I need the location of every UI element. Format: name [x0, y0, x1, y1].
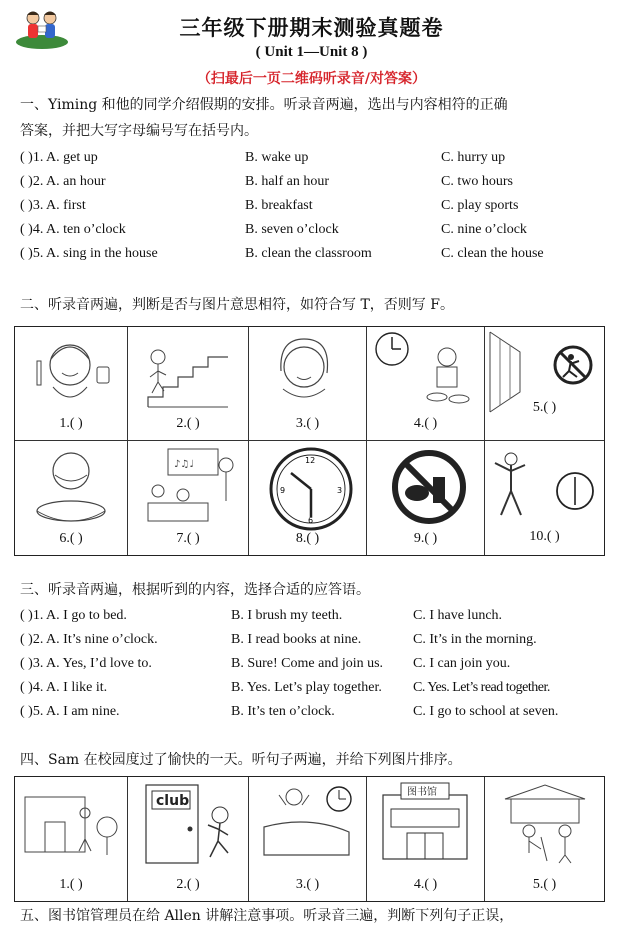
option-b: B. half an hour — [245, 174, 329, 189]
scan-note: （扫最后一页二维码听录音/对答案） — [196, 71, 427, 87]
answer-blank[interactable]: 1.( ) — [59, 416, 83, 431]
cleaning-picture — [485, 777, 604, 872]
brushing-teeth-picture — [15, 327, 128, 417]
svg-text:12: 12 — [305, 456, 316, 465]
option-b: B. It’s ten o’clock. — [231, 704, 335, 719]
option-c: C. hurry up — [441, 150, 506, 165]
taichi-clock-picture — [485, 441, 604, 531]
picture-cell — [128, 327, 249, 441]
picture-cell — [249, 327, 367, 441]
unit-range: ( Unit 1—Unit 8 ) — [255, 44, 368, 60]
question-a: ( )2. A. It’s nine o’clock. — [20, 632, 158, 647]
library-sign: 图书馆 — [407, 787, 437, 798]
picture-cell — [485, 327, 604, 441]
option-b: B. I brush my teeth. — [231, 608, 343, 623]
picture-cell — [367, 441, 485, 555]
club-sign: club — [156, 793, 190, 809]
option-c: C. I go to school at seven. — [413, 704, 559, 719]
option-c: C. play sports — [441, 198, 519, 213]
option-b: B. clean the classroom — [245, 246, 372, 261]
picture-cell — [367, 777, 485, 901]
option-c: C. I have lunch. — [413, 608, 503, 623]
option-b: B. Sure! Come and join us. — [231, 656, 384, 671]
school-gate-picture — [15, 777, 128, 872]
answer-blank[interactable]: 9.( ) — [413, 531, 438, 546]
part1-instruction-line1: 一、Yiming 和他的同学介绍假期的安排。听录音两遍，选出与内容相符的正确 — [20, 97, 508, 113]
part2-picture-grid — [14, 326, 605, 556]
option-c: C. It’s in the morning. — [413, 632, 537, 647]
answer-blank[interactable]: 8.( ) — [295, 531, 320, 546]
answer-blank[interactable]: 5.( ) — [532, 400, 557, 415]
question-a: ( )4. A. ten o’clock — [20, 222, 126, 237]
page-title: 三年级下册期末测验真题卷 — [179, 15, 444, 40]
part4-picture-grid — [14, 776, 605, 902]
option-b: B. I read books at nine. — [231, 632, 362, 647]
question-a: ( )4. A. I like it. — [20, 680, 108, 695]
answer-blank[interactable]: 2.( ) — [176, 877, 200, 892]
option-c: C. I can join you. — [413, 656, 511, 671]
answer-blank[interactable]: 3.( ) — [295, 416, 320, 431]
part1-instruction-line2: 答案，并把大写字母编号写在括号内。 — [20, 123, 258, 139]
question-a: ( )3. A. first — [20, 198, 86, 213]
option-b: B. Yes. Let’s play together. — [231, 680, 382, 695]
picture-cell — [15, 777, 128, 901]
answer-blank[interactable]: 1.( ) — [59, 877, 83, 892]
option-c: C. Yes. Let’s read together. — [413, 680, 550, 695]
answer-blank[interactable]: 5.( ) — [532, 877, 557, 892]
stairs-picture — [128, 327, 249, 417]
picture-cell — [249, 441, 367, 555]
option-c: C. clean the house — [441, 246, 544, 261]
part3-instruction: 三、听录音两遍，根据听到的内容，选择合适的应答语。 — [20, 582, 370, 598]
library-building-picture — [367, 777, 485, 872]
picture-cell — [15, 441, 128, 555]
music-class-picture — [128, 441, 249, 531]
picture-cell — [15, 327, 128, 441]
option-b: B. seven o’clock — [245, 222, 339, 237]
part2-instruction: 二、听录音两遍，判断是否与图片意思相符，如符合写 T，否则写 F。 — [20, 297, 454, 313]
answer-blank[interactable]: 3.( ) — [295, 877, 320, 892]
question-a: ( )1. A. I go to bed. — [20, 608, 127, 623]
picture-cell — [485, 777, 604, 901]
answer-blank[interactable]: 2.( ) — [176, 416, 200, 431]
option-b: B. wake up — [245, 150, 309, 165]
question-a: ( )2. A. an hour — [20, 174, 106, 189]
svg-text:3: 3 — [337, 486, 343, 495]
girl-face-picture — [249, 327, 367, 417]
svg-text:♪♫♩: ♪♫♩ — [174, 459, 195, 470]
answer-blank[interactable]: 6.( ) — [59, 531, 83, 546]
question-a: ( )3. A. Yes, I’d love to. — [20, 656, 152, 671]
answer-blank[interactable]: 4.( ) — [413, 877, 438, 892]
washing-face-picture — [15, 441, 128, 531]
picture-cell — [128, 441, 249, 555]
part4-instruction: 四、Sam 在校园度过了愉快的一天。听句子两遍，并给下列图片排序。 — [20, 752, 462, 768]
question-a: ( )1. A. get up — [20, 150, 98, 165]
picture-cell — [485, 441, 604, 555]
answer-blank[interactable]: 7.( ) — [176, 531, 200, 546]
boy-waking-up-picture — [249, 777, 367, 872]
club-door-picture — [128, 777, 249, 872]
answer-blank[interactable]: 10.( ) — [529, 529, 560, 544]
option-c: C. two hours — [441, 174, 513, 189]
clock-picture — [249, 441, 367, 541]
no-food-sign-picture — [367, 441, 485, 541]
picture-cell — [128, 777, 249, 901]
svg-text:6: 6 — [308, 516, 314, 525]
part5-instruction: 五、图书馆管理员在给 Allen 讲解注意事项。听录音三遍，判断下列句子正误， — [20, 908, 514, 924]
question-a: ( )5. A. I am nine. — [20, 704, 120, 719]
option-b: B. breakfast — [245, 198, 313, 213]
picture-cell — [249, 777, 367, 901]
picture-cell — [367, 327, 485, 441]
boy-eating-clock-picture — [367, 327, 485, 417]
question-a: ( )5. A. sing in the house — [20, 246, 158, 261]
answer-blank[interactable]: 4.( ) — [413, 416, 438, 431]
option-c: C. nine o’clock — [441, 222, 527, 237]
svg-text:9: 9 — [280, 486, 286, 495]
